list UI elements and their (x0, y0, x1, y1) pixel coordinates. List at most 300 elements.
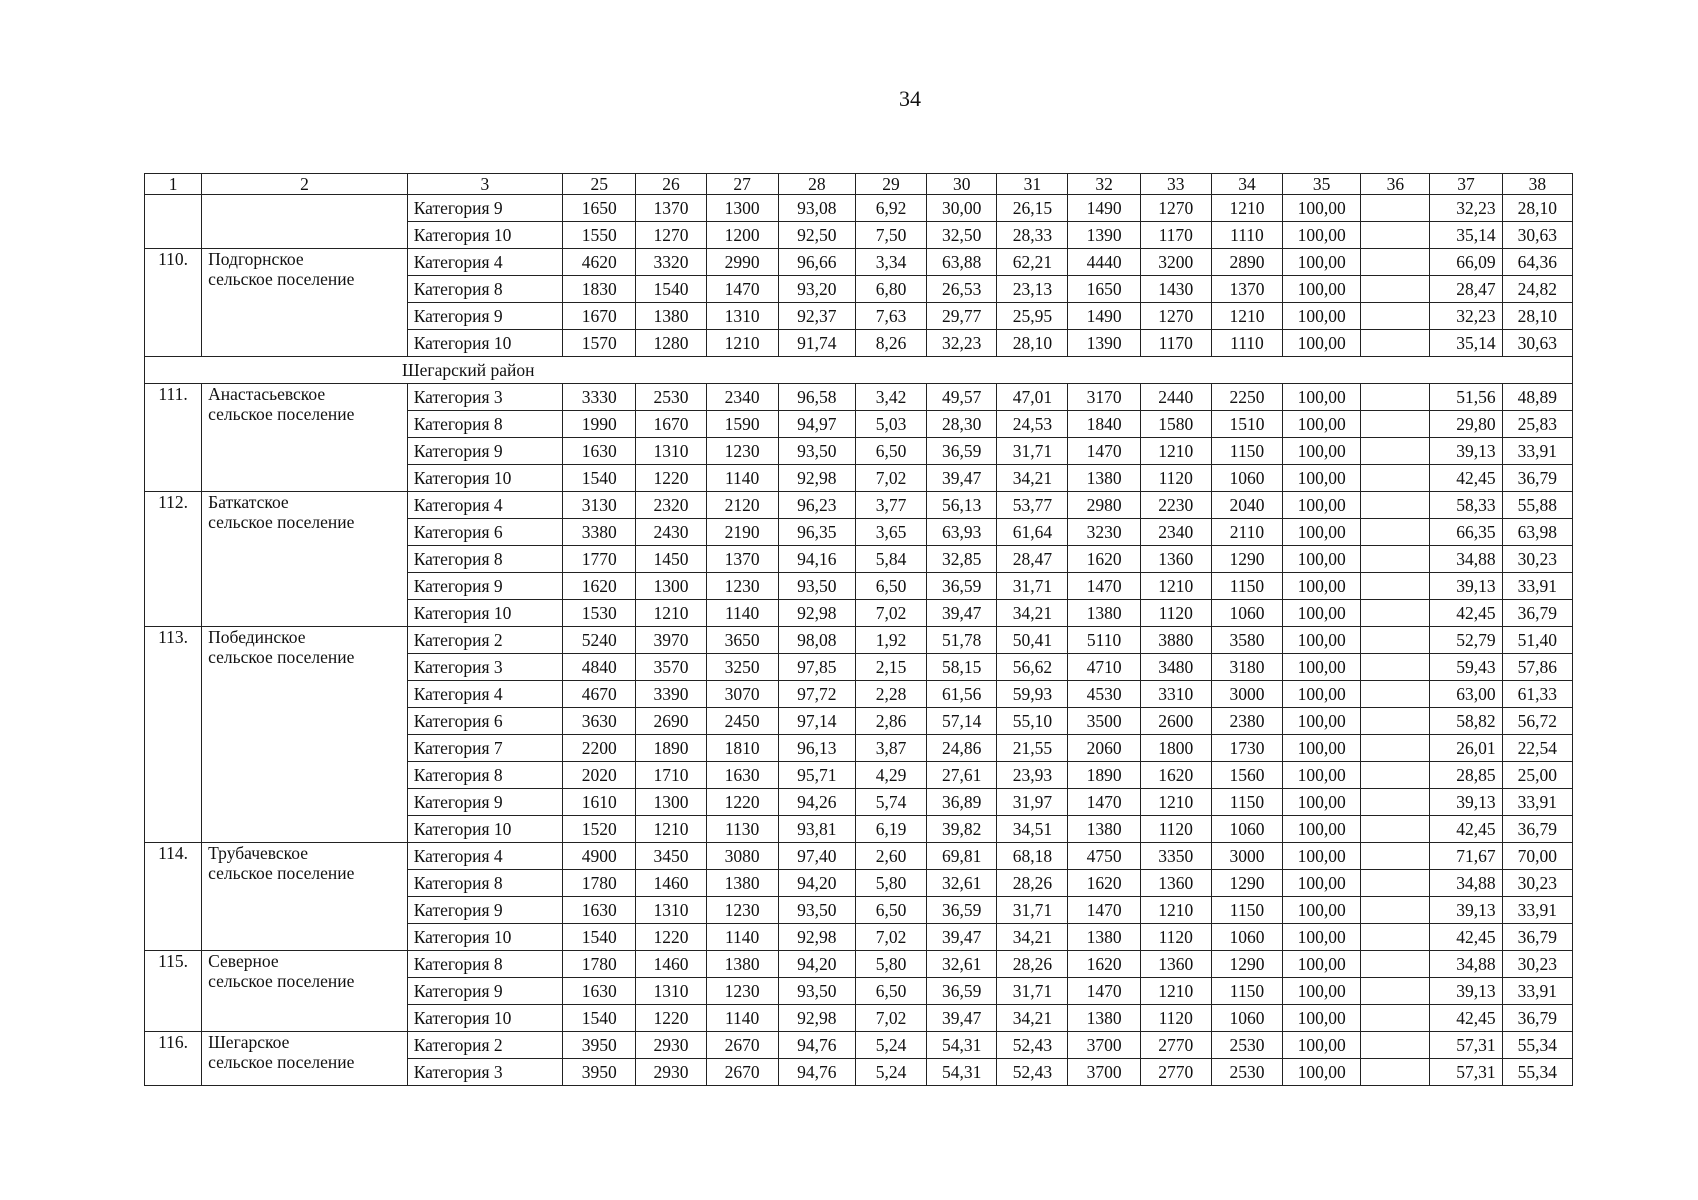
value-cell: 28,10 (997, 330, 1068, 357)
value-cell: 2770 (1140, 1059, 1211, 1086)
value-cell: 96,13 (778, 735, 855, 762)
value-cell: 1310 (636, 438, 706, 465)
column-header: 30 (927, 174, 997, 195)
value-cell: 1210 (1140, 978, 1211, 1005)
category-cell: Категория 6 (407, 519, 562, 546)
value-cell: 31,71 (997, 897, 1068, 924)
value-cell: 3480 (1140, 654, 1211, 681)
value-cell: 1210 (706, 330, 778, 357)
value-cell: 1060 (1211, 924, 1282, 951)
value-cell: 2,86 (855, 708, 926, 735)
value-cell: 36,79 (1502, 465, 1572, 492)
value-cell: 64,36 (1502, 249, 1572, 276)
category-cell: Категория 6 (407, 708, 562, 735)
value-cell: 3130 (563, 492, 636, 519)
value-cell: 1650 (563, 195, 636, 222)
value-cell: 2380 (1211, 708, 1282, 735)
value-cell (1361, 924, 1430, 951)
value-cell: 1370 (706, 546, 778, 573)
settlement-name-line: сельское поселение (208, 863, 355, 883)
value-cell: 100,00 (1283, 1059, 1361, 1086)
value-cell (1361, 1005, 1430, 1032)
value-cell: 39,47 (927, 465, 997, 492)
settlement-name-line: Баткатское (208, 492, 289, 512)
value-cell: 28,33 (997, 222, 1068, 249)
value-cell: 100,00 (1283, 573, 1361, 600)
value-cell: 2120 (706, 492, 778, 519)
value-cell: 2,60 (855, 843, 926, 870)
value-cell: 96,23 (778, 492, 855, 519)
value-cell: 93,50 (778, 438, 855, 465)
value-cell: 100,00 (1283, 978, 1361, 1005)
table-row (145, 1032, 1573, 1059)
value-cell: 5240 (563, 627, 636, 654)
value-cell: 3,77 (855, 492, 926, 519)
value-cell: 1210 (636, 816, 706, 843)
category-cell: Категория 4 (407, 843, 562, 870)
value-cell: 6,50 (855, 438, 926, 465)
value-cell: 39,13 (1430, 978, 1502, 1005)
value-cell: 57,86 (1502, 654, 1572, 681)
value-cell: 1220 (636, 465, 706, 492)
value-cell: 1110 (1211, 330, 1282, 357)
value-cell: 100,00 (1283, 330, 1361, 357)
value-cell (1361, 708, 1430, 735)
value-cell (1361, 519, 1430, 546)
value-cell: 1140 (706, 465, 778, 492)
category-cell: Категория 9 (407, 303, 562, 330)
value-cell: 7,50 (855, 222, 926, 249)
settlement-name-line: Подгорнское (208, 249, 304, 269)
value-cell: 34,21 (997, 924, 1068, 951)
value-cell: 36,89 (927, 789, 997, 816)
value-cell: 68,18 (997, 843, 1068, 870)
value-cell: 36,79 (1502, 816, 1572, 843)
value-cell: 30,00 (927, 195, 997, 222)
value-cell: 57,14 (927, 708, 997, 735)
value-cell: 1370 (636, 195, 706, 222)
value-cell: 1310 (706, 303, 778, 330)
value-cell: 30,23 (1502, 870, 1572, 897)
value-cell: 5,24 (855, 1032, 926, 1059)
value-cell: 24,53 (997, 411, 1068, 438)
value-cell: 62,21 (997, 249, 1068, 276)
value-cell: 2320 (636, 492, 706, 519)
table-row (145, 843, 1573, 870)
value-cell: 57,31 (1430, 1032, 1502, 1059)
value-cell: 63,98 (1502, 519, 1572, 546)
value-cell: 61,64 (997, 519, 1068, 546)
value-cell: 1730 (1211, 735, 1282, 762)
value-cell: 92,50 (778, 222, 855, 249)
value-cell: 59,43 (1430, 654, 1502, 681)
column-header: 25 (563, 174, 636, 195)
category-cell: Категория 2 (407, 627, 562, 654)
value-cell (1361, 789, 1430, 816)
category-cell: Категория 10 (407, 1005, 562, 1032)
value-cell: 1140 (706, 924, 778, 951)
page-number: 34 (899, 86, 921, 111)
value-cell: 31,71 (997, 438, 1068, 465)
value-cell: 2670 (706, 1059, 778, 1086)
value-cell: 5,80 (855, 870, 926, 897)
value-cell: 100,00 (1283, 708, 1361, 735)
value-cell: 100,00 (1283, 870, 1361, 897)
value-cell: 1540 (563, 1005, 636, 1032)
value-cell: 2,15 (855, 654, 926, 681)
value-cell: 2770 (1140, 1032, 1211, 1059)
value-cell: 4620 (563, 249, 636, 276)
value-cell: 33,91 (1502, 897, 1572, 924)
value-cell: 49,57 (927, 384, 997, 411)
value-cell (1361, 573, 1430, 600)
value-cell: 1550 (563, 222, 636, 249)
table-row (145, 627, 1573, 654)
table-body (145, 174, 1573, 1086)
value-cell: 42,45 (1430, 816, 1502, 843)
value-cell: 3650 (706, 627, 778, 654)
value-cell: 3,34 (855, 249, 926, 276)
value-cell: 1210 (636, 600, 706, 627)
value-cell: 1610 (563, 789, 636, 816)
value-cell: 1280 (636, 330, 706, 357)
settlement-number: 115. (145, 951, 202, 1032)
value-cell: 1540 (563, 465, 636, 492)
value-cell: 31,71 (997, 978, 1068, 1005)
value-cell: 1060 (1211, 1005, 1282, 1032)
value-cell: 1380 (1068, 600, 1140, 627)
value-cell: 1310 (636, 978, 706, 1005)
value-cell: 100,00 (1283, 195, 1361, 222)
value-cell: 1430 (1140, 276, 1211, 303)
column-header: 1 (145, 174, 202, 195)
settlement-name (202, 1032, 408, 1086)
value-cell: 1570 (563, 330, 636, 357)
value-cell: 2430 (636, 519, 706, 546)
value-cell (1361, 816, 1430, 843)
value-cell: 7,02 (855, 1005, 926, 1032)
value-cell: 2930 (636, 1032, 706, 1059)
value-cell (1361, 492, 1430, 519)
category-cell: Категория 4 (407, 249, 562, 276)
value-cell: 3,42 (855, 384, 926, 411)
value-cell: 94,97 (778, 411, 855, 438)
value-cell: 1710 (636, 762, 706, 789)
value-cell: 100,00 (1283, 249, 1361, 276)
value-cell: 100,00 (1283, 276, 1361, 303)
value-cell: 56,72 (1502, 708, 1572, 735)
value-cell: 1580 (1140, 411, 1211, 438)
value-cell: 2530 (1211, 1032, 1282, 1059)
value-cell: 3970 (636, 627, 706, 654)
value-cell: 51,78 (927, 627, 997, 654)
value-cell: 4,29 (855, 762, 926, 789)
settlement-name-line: сельское поселение (208, 512, 355, 532)
value-cell: 59,93 (997, 681, 1068, 708)
value-cell: 34,88 (1430, 546, 1502, 573)
category-cell: Категория 9 (407, 789, 562, 816)
settlement-name-line: Северное (208, 951, 279, 971)
value-cell: 4840 (563, 654, 636, 681)
value-cell (1361, 870, 1430, 897)
settlement-number: 112. (145, 492, 202, 627)
value-cell: 100,00 (1283, 654, 1361, 681)
value-cell: 94,76 (778, 1032, 855, 1059)
value-cell: 33,91 (1502, 978, 1572, 1005)
value-cell: 93,81 (778, 816, 855, 843)
value-cell: 1810 (706, 735, 778, 762)
value-cell: 1270 (1140, 195, 1211, 222)
value-cell: 1300 (636, 573, 706, 600)
value-cell: 1120 (1140, 600, 1211, 627)
value-cell: 3000 (1211, 681, 1282, 708)
value-cell: 100,00 (1283, 465, 1361, 492)
value-cell: 34,51 (997, 816, 1068, 843)
value-cell: 91,74 (778, 330, 855, 357)
district-row (145, 357, 1573, 384)
value-cell (1361, 384, 1430, 411)
value-cell: 1540 (636, 276, 706, 303)
value-cell: 29,80 (1430, 411, 1502, 438)
value-cell: 1620 (1068, 546, 1140, 573)
value-cell: 1300 (636, 789, 706, 816)
value-cell: 1630 (563, 978, 636, 1005)
value-cell: 2980 (1068, 492, 1140, 519)
settlement-name (202, 951, 408, 1032)
value-cell: 93,20 (778, 276, 855, 303)
value-cell: 1210 (1140, 573, 1211, 600)
column-header: 28 (778, 174, 855, 195)
value-cell: 6,50 (855, 573, 926, 600)
value-cell: 34,88 (1430, 870, 1502, 897)
value-cell: 6,19 (855, 816, 926, 843)
value-cell: 1150 (1211, 978, 1282, 1005)
value-cell: 1620 (1068, 951, 1140, 978)
value-cell: 93,08 (778, 195, 855, 222)
value-cell: 1380 (1068, 816, 1140, 843)
column-header: 35 (1283, 174, 1361, 195)
value-cell: 1210 (1140, 897, 1211, 924)
value-cell: 2450 (706, 708, 778, 735)
value-cell: 39,47 (927, 924, 997, 951)
category-cell: Категория 3 (407, 654, 562, 681)
value-cell: 1560 (1211, 762, 1282, 789)
table-row (145, 384, 1573, 411)
value-cell: 100,00 (1283, 681, 1361, 708)
value-cell: 1540 (563, 924, 636, 951)
value-cell: 3250 (706, 654, 778, 681)
value-cell: 92,98 (778, 1005, 855, 1032)
value-cell (1361, 411, 1430, 438)
value-cell: 1360 (1140, 546, 1211, 573)
category-cell: Категория 3 (407, 384, 562, 411)
value-cell: 2340 (1140, 519, 1211, 546)
value-cell: 100,00 (1283, 1005, 1361, 1032)
value-cell: 1220 (636, 1005, 706, 1032)
value-cell: 35,14 (1430, 330, 1502, 357)
value-cell (1361, 897, 1430, 924)
value-cell: 1800 (1140, 735, 1211, 762)
value-cell: 100,00 (1283, 546, 1361, 573)
value-cell: 34,21 (997, 465, 1068, 492)
category-cell: Категория 10 (407, 600, 562, 627)
value-cell: 54,31 (927, 1032, 997, 1059)
value-cell: 96,58 (778, 384, 855, 411)
value-cell: 1590 (706, 411, 778, 438)
category-cell: Категория 10 (407, 465, 562, 492)
value-cell: 3000 (1211, 843, 1282, 870)
value-cell: 1460 (636, 870, 706, 897)
value-cell: 1220 (706, 789, 778, 816)
value-cell: 24,82 (1502, 276, 1572, 303)
category-cell: Категория 9 (407, 978, 562, 1005)
column-header: 32 (1068, 174, 1140, 195)
district-name: Шегарский район (145, 357, 1573, 384)
value-cell (1361, 951, 1430, 978)
category-cell: Категория 9 (407, 438, 562, 465)
value-cell: 63,88 (927, 249, 997, 276)
value-cell: 39,47 (927, 600, 997, 627)
value-cell: 3,65 (855, 519, 926, 546)
value-cell: 26,53 (927, 276, 997, 303)
value-cell: 93,50 (778, 573, 855, 600)
value-cell: 100,00 (1283, 816, 1361, 843)
value-cell: 3450 (636, 843, 706, 870)
value-cell: 98,08 (778, 627, 855, 654)
column-header: 31 (997, 174, 1068, 195)
value-cell: 4900 (563, 843, 636, 870)
value-cell: 58,33 (1430, 492, 1502, 519)
value-cell (1361, 1059, 1430, 1086)
value-cell: 1470 (706, 276, 778, 303)
value-cell: 1120 (1140, 924, 1211, 951)
value-cell: 21,55 (997, 735, 1068, 762)
value-cell: 48,89 (1502, 384, 1572, 411)
value-cell: 94,76 (778, 1059, 855, 1086)
value-cell: 2200 (563, 735, 636, 762)
settlement-name-line: сельское поселение (208, 269, 355, 289)
value-cell: 1380 (1068, 465, 1140, 492)
settlement-name-line: Анастасьевское (208, 384, 326, 404)
category-cell: Категория 8 (407, 870, 562, 897)
value-cell: 7,02 (855, 924, 926, 951)
value-cell: 2990 (706, 249, 778, 276)
settlement-name-line: Трубачевское (208, 843, 309, 863)
category-cell: Категория 8 (407, 411, 562, 438)
value-cell: 100,00 (1283, 303, 1361, 330)
value-cell: 2440 (1140, 384, 1211, 411)
value-cell: 58,15 (927, 654, 997, 681)
value-cell: 57,31 (1430, 1059, 1502, 1086)
settlement-number (145, 195, 202, 249)
value-cell: 92,98 (778, 924, 855, 951)
value-cell: 27,61 (927, 762, 997, 789)
column-header: 2 (202, 174, 408, 195)
value-cell: 7,02 (855, 600, 926, 627)
value-cell: 1230 (706, 573, 778, 600)
value-cell: 36,59 (927, 438, 997, 465)
value-cell: 28,10 (1502, 303, 1572, 330)
value-cell: 100,00 (1283, 600, 1361, 627)
value-cell: 39,13 (1430, 789, 1502, 816)
value-cell: 1210 (1211, 303, 1282, 330)
value-cell: 63,00 (1430, 681, 1502, 708)
category-cell: Категория 2 (407, 1032, 562, 1059)
value-cell: 36,59 (927, 897, 997, 924)
value-cell: 24,86 (927, 735, 997, 762)
value-cell: 92,37 (778, 303, 855, 330)
value-cell: 94,20 (778, 951, 855, 978)
value-cell: 94,16 (778, 546, 855, 573)
value-cell: 71,67 (1430, 843, 1502, 870)
value-cell: 42,45 (1430, 465, 1502, 492)
value-cell (1361, 222, 1430, 249)
value-cell: 1990 (563, 411, 636, 438)
value-cell: 39,13 (1430, 573, 1502, 600)
value-cell: 93,50 (778, 897, 855, 924)
value-cell: 52,79 (1430, 627, 1502, 654)
value-cell: 53,77 (997, 492, 1068, 519)
value-cell (1361, 735, 1430, 762)
value-cell: 3350 (1140, 843, 1211, 870)
value-cell: 5,74 (855, 789, 926, 816)
value-cell: 1470 (1068, 438, 1140, 465)
value-cell: 5,03 (855, 411, 926, 438)
value-cell: 100,00 (1283, 951, 1361, 978)
value-cell: 2340 (706, 384, 778, 411)
value-cell: 22,54 (1502, 735, 1572, 762)
value-cell: 3320 (636, 249, 706, 276)
settlement-name (202, 843, 408, 951)
value-cell: 100,00 (1283, 438, 1361, 465)
value-cell: 4530 (1068, 681, 1140, 708)
value-cell: 32,85 (927, 546, 997, 573)
value-cell: 100,00 (1283, 492, 1361, 519)
value-cell: 1230 (706, 897, 778, 924)
value-cell: 2930 (636, 1059, 706, 1086)
value-cell: 1650 (1068, 276, 1140, 303)
value-cell (1361, 195, 1430, 222)
value-cell: 30,63 (1502, 222, 1572, 249)
value-cell: 26,15 (997, 195, 1068, 222)
value-cell: 1380 (706, 870, 778, 897)
value-cell: 2,28 (855, 681, 926, 708)
value-cell: 66,09 (1430, 249, 1502, 276)
value-cell: 42,45 (1430, 1005, 1502, 1032)
value-cell: 100,00 (1283, 411, 1361, 438)
value-cell: 2890 (1211, 249, 1282, 276)
value-cell: 3170 (1068, 384, 1140, 411)
value-cell: 36,79 (1502, 1005, 1572, 1032)
value-cell: 1220 (636, 924, 706, 951)
value-cell: 1230 (706, 978, 778, 1005)
value-cell: 28,85 (1430, 762, 1502, 789)
value-cell: 31,71 (997, 573, 1068, 600)
value-cell: 1390 (1068, 330, 1140, 357)
settlement-number: 116. (145, 1032, 202, 1086)
value-cell: 39,13 (1430, 897, 1502, 924)
value-cell: 35,14 (1430, 222, 1502, 249)
value-cell: 3200 (1140, 249, 1211, 276)
value-cell: 36,59 (927, 978, 997, 1005)
settlement-name (202, 627, 408, 843)
value-cell: 29,77 (927, 303, 997, 330)
value-cell: 1380 (1068, 924, 1140, 951)
value-cell: 52,43 (997, 1059, 1068, 1086)
value-cell: 55,88 (1502, 492, 1572, 519)
value-cell: 1670 (636, 411, 706, 438)
table-row (145, 195, 1573, 222)
